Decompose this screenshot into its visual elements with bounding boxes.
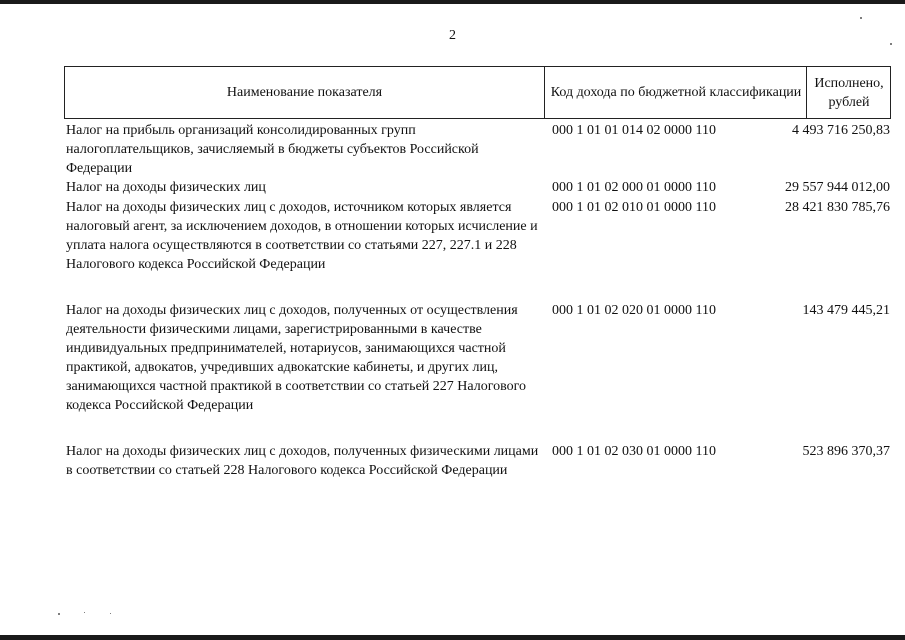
row-amount: 4 493 716 250,83 (792, 123, 890, 138)
table-header (64, 66, 891, 119)
row-name: Налог на доходы физических лиц (66, 180, 266, 195)
scan-speck (860, 17, 862, 19)
page-number: 2 (449, 28, 456, 43)
row-code: 000 1 01 01 014 02 0000 110 (552, 123, 716, 138)
header-code: Код дохода по бюджетной классификации (544, 67, 807, 118)
row-amount: 29 557 944 012,00 (785, 180, 890, 195)
row-amount: 143 479 445,21 (802, 303, 890, 318)
row-amount: 28 421 830 785,76 (785, 200, 890, 215)
row-name: Налог на доходы физических лиц с доходов, полученных от осуществления деятельности физическими лицами, зарегистрированными в качестве индивидуальных предпринимателей, нотариусов, занимающихся частной практикой, адвокатов, учредивших адвокатские кабинеты, и других лиц, занимающихся частной практикой в соответствии со статьей 227 Налогового кодекса Российской Федерации (66, 303, 527, 413)
row-name: Налог на доходы физических лиц с доходов, полученных физическими лицами в соответствии со статьей 228 Налогового кодекса Российской Федерации (66, 444, 539, 478)
scan-speck (84, 612, 85, 613)
row-code: 000 1 01 02 010 01 0000 110 (552, 200, 716, 215)
row-name: Налог на прибыль организаций консолидированных групп налогоплательщиков, зачисляемый в бюджеты субъектов Российской Федерации (66, 123, 479, 176)
scan-edge-bottom (0, 635, 905, 640)
row-name: Налог на доходы физических лиц с доходов, источником которых является налоговый агент, за исключением доходов, в отношении которых исчисление и уплата налога осуществляются в соответствии со статьями 227, 227.1 и 228 Налогового кодекса Российской Федерации (66, 200, 538, 272)
header-amount: Исполнено, рублей (806, 67, 891, 118)
row-code: 000 1 01 02 030 01 0000 110 (552, 444, 716, 459)
scan-speck (58, 613, 60, 615)
scan-speck (890, 43, 892, 45)
scan-edge-top (0, 0, 905, 4)
row-amount: 523 896 370,37 (802, 444, 890, 459)
row-code: 000 1 01 02 000 01 0000 110 (552, 180, 716, 195)
header-name: Наименование показателя (226, 85, 383, 100)
scan-speck (110, 613, 111, 614)
row-code: 000 1 01 02 020 01 0000 110 (552, 303, 716, 318)
